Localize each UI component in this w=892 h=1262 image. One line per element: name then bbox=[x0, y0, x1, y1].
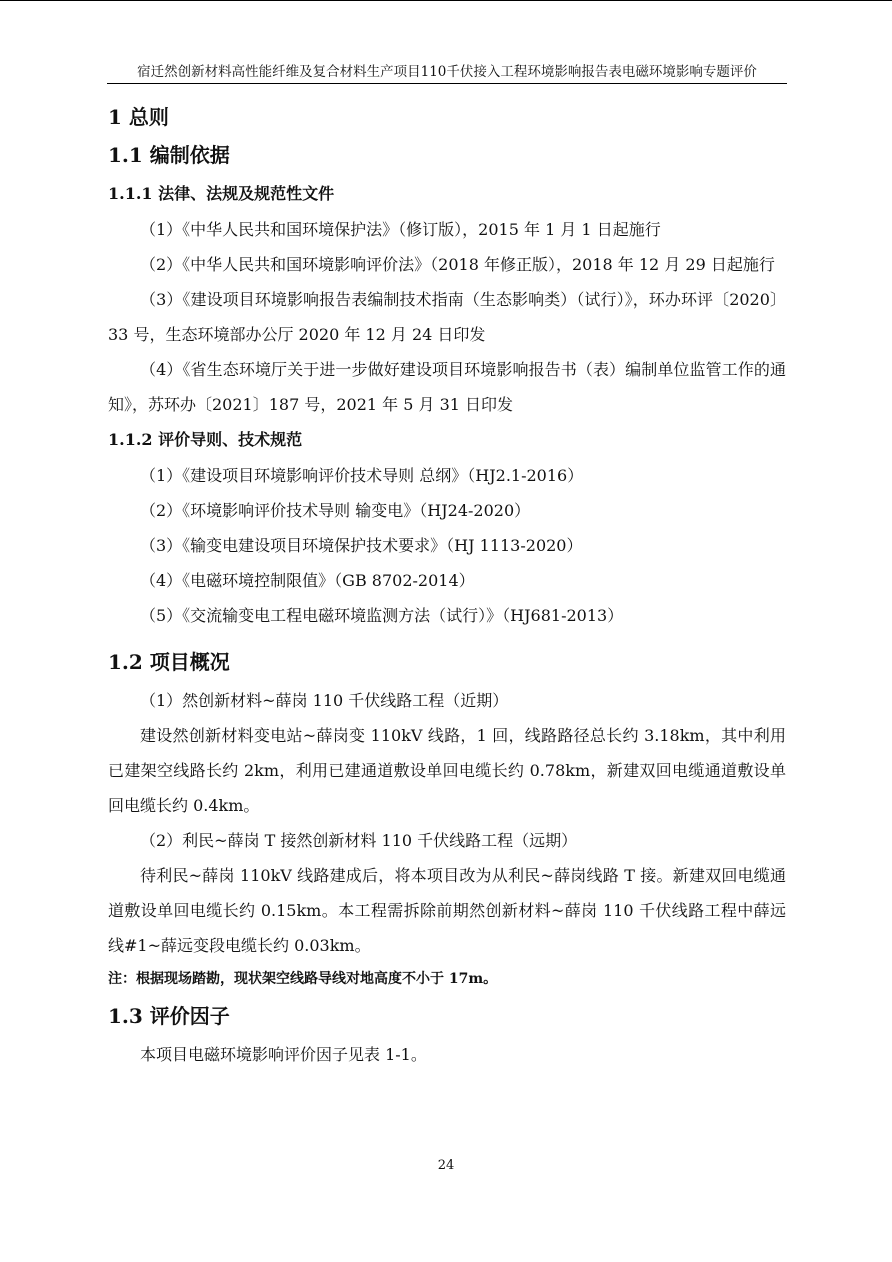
page-number: 24 bbox=[437, 1158, 455, 1173]
law-item-1: （1）《中华人民共和国环境保护法》（修订版），2015 年 1 月 1 日起施行 bbox=[140, 220, 661, 239]
project-note: 注：根据现场踏勘，现状架空线路导线对地高度不小于 17m。 bbox=[108, 971, 498, 987]
section-1-1-2-title: 1.1.2 评价导则、技术规范 bbox=[108, 430, 303, 449]
law-item-2: （2）《中华人民共和国环境影响评价法》（2018 年修正版），2018 年 12 月 29 日起施行 bbox=[140, 255, 775, 274]
project-description-2: 待利民~薛岗 110kV 线路建成后，将本项目改为从利民~薛岗线路 T 接。新建双回电缆通道敷设单回电缆长约 0.15km。本工程需拆除前期然创新材料~薛岗 110 千伏线路工程中薛远线#1~薛远变段电缆长约 0.03km。 bbox=[108, 866, 786, 955]
standard-item-1: （1）《建设项目环境影响评价技术导则 总纲》（HJ2.1-2016） bbox=[140, 466, 584, 485]
section-1-1-1-title: 1.1.1 法律、法规及规范性文件 bbox=[108, 184, 335, 203]
project-subtitle-1: （1）然创新材料~薛岗 110 千伏线路工程（近期） bbox=[140, 691, 509, 710]
standard-item-5: （5）《交流输变电工程电磁环境监测方法（试行）》（HJ681-2013） bbox=[140, 606, 624, 625]
section-1-1-title: 1.1 编制依据 bbox=[108, 143, 230, 167]
standard-item-4: （4）《电磁环境控制限值》（GB 8702-2014） bbox=[140, 571, 475, 590]
standard-item-2: （2）《环境影响评价技术导则 输变电》（HJ24-2020） bbox=[140, 501, 531, 520]
law-item-4: （4）《省生态环境厅关于进一步做好建设项目环境影响报告书（表）编制单位监管工作的通知》，苏环办〔2021〕187 号，2021 年 5 月 31 日印发 bbox=[108, 360, 786, 414]
document-body bbox=[108, 100, 786, 1072]
evaluation-factor-paragraph: 本项目电磁环境影响评价因子见表 1-1。 bbox=[140, 1045, 427, 1064]
section-1-2-title: 1.2 项目概况 bbox=[108, 650, 230, 674]
standard-item-3: （3）《输变电建设项目环境保护技术要求》（HJ 1113-2020） bbox=[140, 536, 583, 555]
section-1-3-title: 1.3 评价因子 bbox=[108, 1004, 230, 1028]
running-header: 宿迁然创新材料高性能纤维及复合材料生产项目110千伏接入工程环境影响报告表电磁环境影响专题评价 bbox=[137, 64, 757, 80]
page-top-border bbox=[0, 0, 892, 1]
header-rule bbox=[107, 83, 787, 84]
section-1-title: 1 总则 bbox=[108, 105, 169, 129]
law-item-3: （3）《建设项目环境影响报告表编制技术指南（生态影响类）（试行）》，环办环评〔2020〕33 号，生态环境部办公厅 2020 年 12 月 24 日印发 bbox=[108, 290, 786, 344]
project-subtitle-2: （2）利民~薛岗 T 接然创新材料 110 千伏线路工程（远期） bbox=[140, 831, 578, 850]
project-description-1: 建设然创新材料变电站~薛岗变 110kV 线路，1 回，线路路径总长约 3.18km，其中利用已建架空线路长约 2km，利用已建通道敷设单回电缆长约 0.78km，新建双回电缆通道敷设单回电缆长约 0.4km。 bbox=[108, 726, 786, 815]
